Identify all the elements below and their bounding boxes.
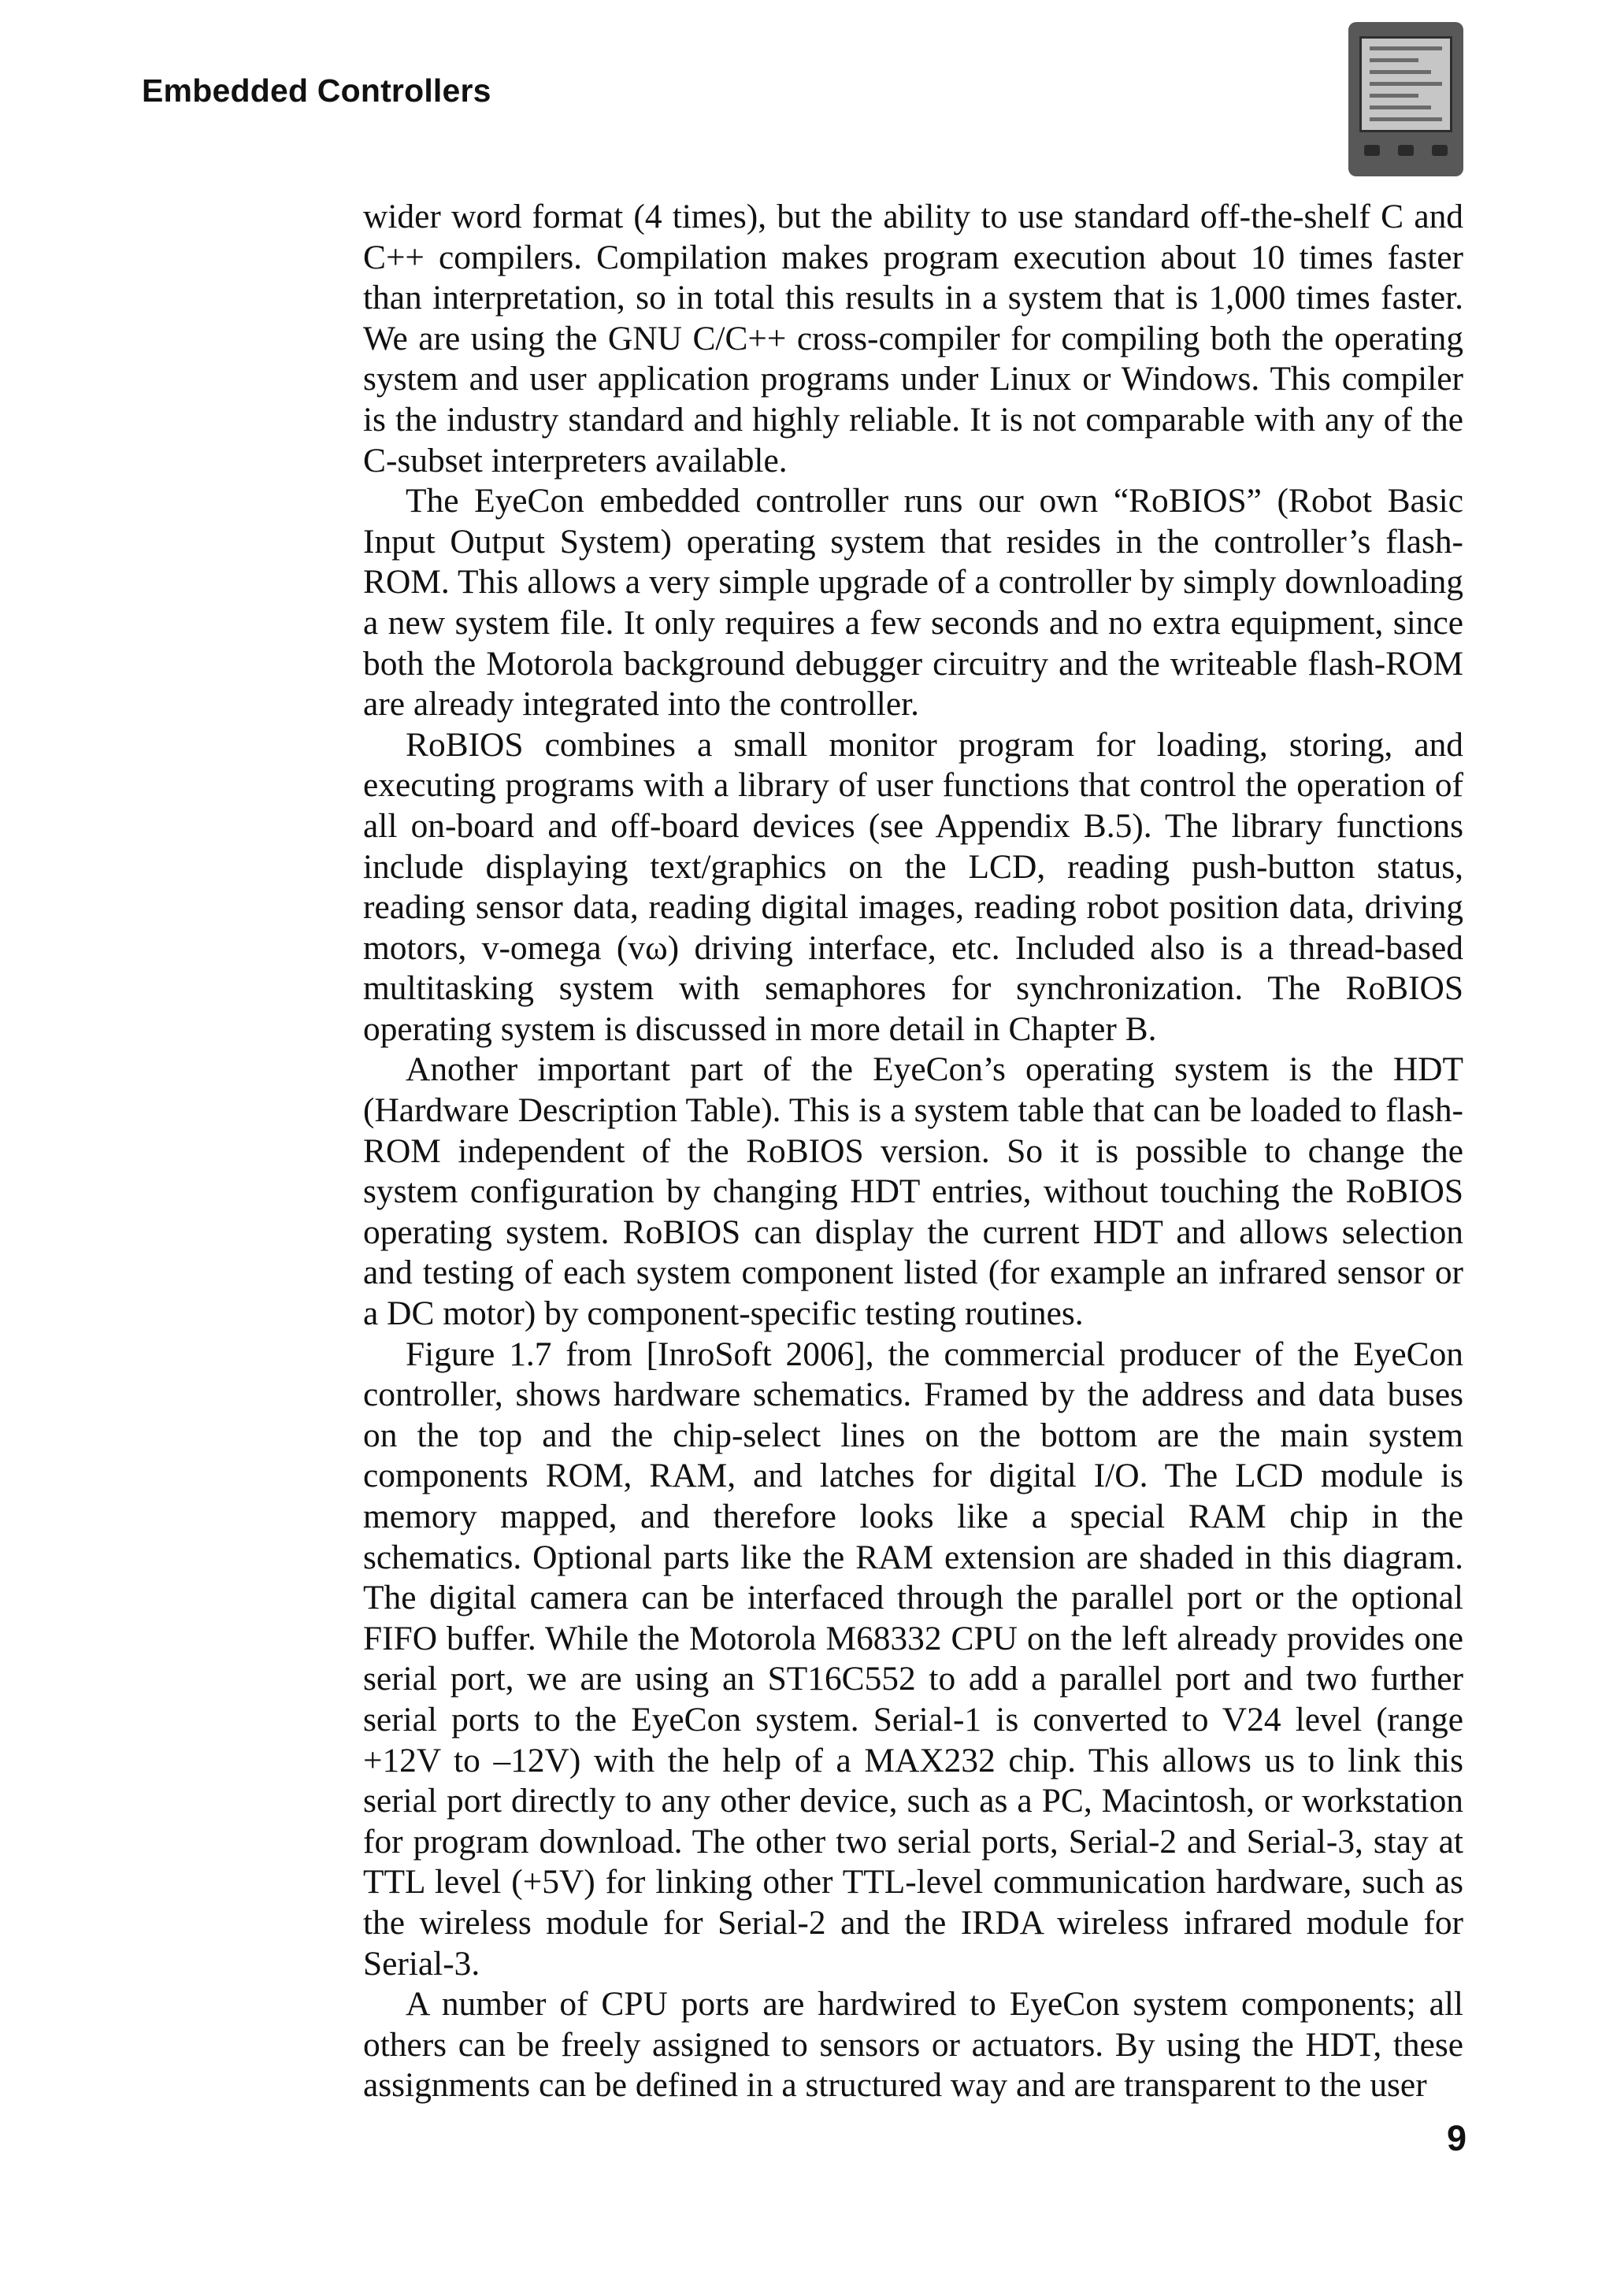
body-text (363, 197, 1463, 2106)
eyecon-controller-thumbnail-icon (1348, 22, 1463, 176)
controller-buttons-icon (1359, 145, 1452, 156)
lcd-screen-icon (1359, 36, 1452, 132)
paragraph-robios-intro: The EyeCon embedded controller runs our own “RoBIOS” (Robot Basic Input Output System) operating system that resides in the controller’s flash-ROM. This allows a very simple upgrade of a controller by simply downloading a new system file. It only requires a few seconds and no extra equipment, since both the Motorola background debugger circuitry and the writeable flash-ROM are already integrated into the controller. (363, 482, 1463, 724)
paragraph-cpu-ports: A number of CPU ports are hardwired to EyeCon system components; all others can be freely assigned to sensors or actuators. By using the HDT, these assignments can be defined in a structured way and are transparent to the user (363, 1985, 1463, 2105)
running-head-title: Embedded Controllers (142, 72, 491, 109)
paragraph-hardware-schematics: Figure 1.7 from [InroSoft 2006], the commercial producer of the EyeCon controller, shows hardware schematics. Framed by the address and data buses on the top and the chip-select lines on the bottom are the main system components ROM, RAM, and latches for digital I/O. The LCD module is memory mapped, and therefore looks like a special RAM chip in the schematics. Optional parts like the RAM extension are shaded in this diagram. The digital camera can be interfaced through the parallel port or the optional FIFO buffer. While the Motorola M68332 CPU on the left already provides one serial port, we are using an ST16C552 to add a parallel port and two further serial ports to the EyeCon system. Serial-1 is converted to V24 level (range +12V to –12V) with the help of a MAX232 chip. This allows us to link this serial port directly to any other device, such as a PC, Macintosh, or workstation for program download. The other two serial ports, Serial-2 and Serial-3, stay at TTL level (+5V) for linking other TTL-level communication hardware, such as the wireless module for Serial-2 and the IRDA wireless infrared module for Serial-3. (363, 1335, 1463, 1983)
paragraph-continuation: wider word format (4 times), but the ability to use standard off-the-shelf C and C++ compilers. Compilation makes program execution about 10 times faster than interpretation, so in total this results in a system that is 1,000 times faster. We are using the GNU C/C++ cross-compiler for compiling both the operating system and user application programs under Linux or Windows. This compiler is the industry standard and highly reliable. It is not comparable with any of the C-subset interpreters available. (363, 198, 1463, 480)
page-number: 9 (1446, 2118, 1467, 2158)
paragraph-hdt: Another important part of the EyeCon’s operating system is the HDT (Hardware Description Table). This is a system table that can be loaded to flash-ROM independent of the RoBIOS version. So it is possible to change the system configuration by changing HDT entries, without touching the RoBIOS operating system. RoBIOS can display the current HDT and allows selection and testing of each system component listed (for example an infrared sensor or a DC motor) by component-specific testing routines. (363, 1050, 1463, 1333)
paragraph-robios-functions: RoBIOS combines a small monitor program for loading, storing, and executing programs with a library of user functions that control the operation of all on-board and off-board devices (see Appendix B.5). The library functions include displaying text/graphics on the LCD, reading push-button status, reading sensor data, reading digital images, reading robot position data, driving motors, v-omega (vω) driving interface, etc. Included also is a thread-based multitasking system with semaphores for synchronization. The RoBIOS operating system is discussed in more detail in Chapter B. (363, 725, 1463, 1048)
